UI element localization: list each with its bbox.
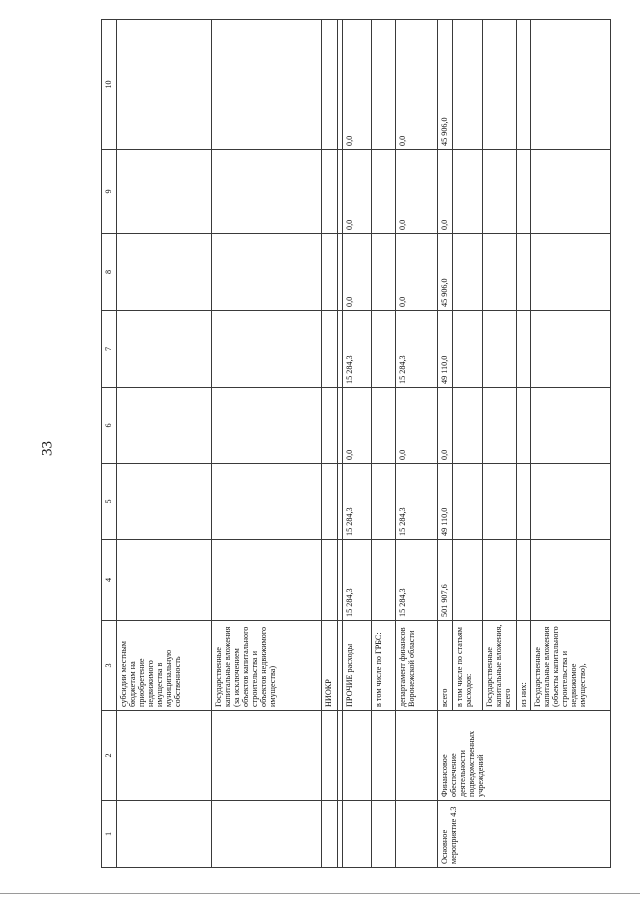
cell-value (483, 464, 517, 540)
column-number-row (102, 20, 117, 868)
cell-title: Финансовое обеспечение деятельности подведомственных учреждений (438, 711, 611, 801)
cell-value (453, 20, 483, 150)
cell-value (372, 464, 396, 540)
cell-value (517, 234, 531, 311)
cell-expense-item: из них: (517, 621, 531, 711)
cell-expense-item: Государственные капитальные вложения (объекты капитального строительства и недвижимое имущество), (531, 621, 611, 711)
column-header: 4 (102, 540, 117, 621)
cell-value: 45 906,0 (438, 234, 453, 311)
cell-value (117, 540, 212, 621)
scan-edge-line (0, 893, 640, 894)
cell-value (322, 540, 338, 621)
cell-value (372, 540, 396, 621)
cell-value (483, 311, 517, 388)
cell-expense-item: департамент финансов Воронежской области (396, 621, 438, 711)
cell-value: 0,0 (396, 150, 438, 234)
column-header: 6 (102, 388, 117, 464)
cell-value: 0,0 (343, 150, 372, 234)
cell-value (453, 464, 483, 540)
column-header: 7 (102, 311, 117, 388)
cell-value (372, 20, 396, 150)
cell-value (212, 150, 322, 234)
cell-value (453, 388, 483, 464)
table-row (322, 20, 338, 868)
cell-value (372, 311, 396, 388)
cell-value (212, 464, 322, 540)
rotated-budget-table-sheet (101, 20, 588, 868)
column-header: 10 (102, 20, 117, 150)
cell-value (117, 20, 212, 150)
column-header: 8 (102, 234, 117, 311)
cell-expense-item: Государственные капитальные вложения, всего (483, 621, 517, 711)
cell-value (372, 150, 396, 234)
cell-value (531, 311, 611, 388)
cell-status (322, 801, 338, 868)
cell-value (212, 311, 322, 388)
cell-value (453, 540, 483, 621)
cell-expense-item: ПРОЧИЕ расходы (343, 621, 372, 711)
cell-value (453, 150, 483, 234)
cell-value: 15 284,3 (396, 464, 438, 540)
cell-title (343, 711, 372, 801)
cell-value (453, 311, 483, 388)
cell-value (453, 234, 483, 311)
page-number: 33 (39, 441, 56, 456)
cell-value (117, 150, 212, 234)
cell-value (322, 150, 338, 234)
cell-value: 45 906,0 (438, 20, 453, 150)
column-header: 3 (102, 621, 117, 711)
cell-value (483, 20, 517, 150)
cell-value (212, 20, 322, 150)
cell-value (212, 388, 322, 464)
cell-value: 0,0 (396, 20, 438, 150)
cell-value (212, 540, 322, 621)
cell-value (531, 234, 611, 311)
table-row (212, 20, 322, 868)
column-header: 2 (102, 711, 117, 801)
cell-value: 15 284,3 (343, 540, 372, 621)
column-header: 9 (102, 150, 117, 234)
cell-value: 0,0 (343, 234, 372, 311)
cell-value (483, 234, 517, 311)
cell-expense-item: НИОКР (322, 621, 338, 711)
cell-value (117, 234, 212, 311)
cell-value (517, 540, 531, 621)
cell-expense-item: в том числе по статьям расходов: (453, 621, 483, 711)
cell-title (212, 711, 322, 801)
budget-table (101, 19, 611, 868)
cell-status: Основное мероприятие 4.3 (438, 801, 611, 868)
cell-value: 49 110,0 (438, 464, 453, 540)
cell-value (517, 150, 531, 234)
cell-value (372, 234, 396, 311)
cell-expense-item: в том числе по ГРБС: (372, 621, 396, 711)
cell-value: 15 284,3 (343, 464, 372, 540)
cell-title (117, 711, 212, 801)
cell-value (531, 464, 611, 540)
cell-value: 15 284,3 (396, 311, 438, 388)
cell-value (531, 540, 611, 621)
table-row (438, 20, 453, 868)
table-row (117, 20, 212, 868)
cell-title (396, 711, 438, 801)
cell-value: 49 110,0 (438, 311, 453, 388)
cell-value: 0,0 (343, 388, 372, 464)
cell-value (322, 388, 338, 464)
cell-value (517, 311, 531, 388)
cell-value: 0,0 (438, 150, 453, 234)
cell-value (117, 464, 212, 540)
table-row (343, 20, 372, 868)
cell-value (517, 20, 531, 150)
cell-value (372, 388, 396, 464)
cell-expense-item: Государственные капитальные вложения (за исключением объектов капитального строительства и объектов недвижимого имущества) (212, 621, 322, 711)
cell-status (212, 801, 322, 868)
cell-value (517, 464, 531, 540)
cell-value (322, 464, 338, 540)
cell-value (212, 234, 322, 311)
cell-value: 501 907,6 (438, 540, 453, 621)
cell-value (322, 234, 338, 311)
cell-value: 0,0 (396, 234, 438, 311)
cell-value (117, 388, 212, 464)
cell-value: 0,0 (438, 388, 453, 464)
cell-value (531, 388, 611, 464)
cell-value: 15 284,3 (343, 311, 372, 388)
cell-value (483, 150, 517, 234)
cell-value (117, 311, 212, 388)
cell-status (117, 801, 212, 868)
cell-value (531, 20, 611, 150)
column-header: 5 (102, 464, 117, 540)
cell-value (322, 311, 338, 388)
table-row (396, 20, 438, 868)
cell-title (372, 711, 396, 801)
column-header: 1 (102, 801, 117, 868)
cell-expense-item: субсидии местным бюджетам на приобретение недвижимого имущества в муниципальную собственность (117, 621, 212, 711)
cell-value (483, 388, 517, 464)
cell-value: 0,0 (343, 20, 372, 150)
cell-status (343, 801, 372, 868)
cell-value (531, 150, 611, 234)
cell-value (322, 20, 338, 150)
cell-value (483, 540, 517, 621)
cell-status (372, 801, 396, 868)
cell-status (396, 801, 438, 868)
table-row (372, 20, 396, 868)
cell-value (517, 388, 531, 464)
cell-title (322, 711, 338, 801)
cell-value: 15 284,3 (396, 540, 438, 621)
cell-value: 0,0 (396, 388, 438, 464)
cell-expense-item: всего (438, 621, 453, 711)
